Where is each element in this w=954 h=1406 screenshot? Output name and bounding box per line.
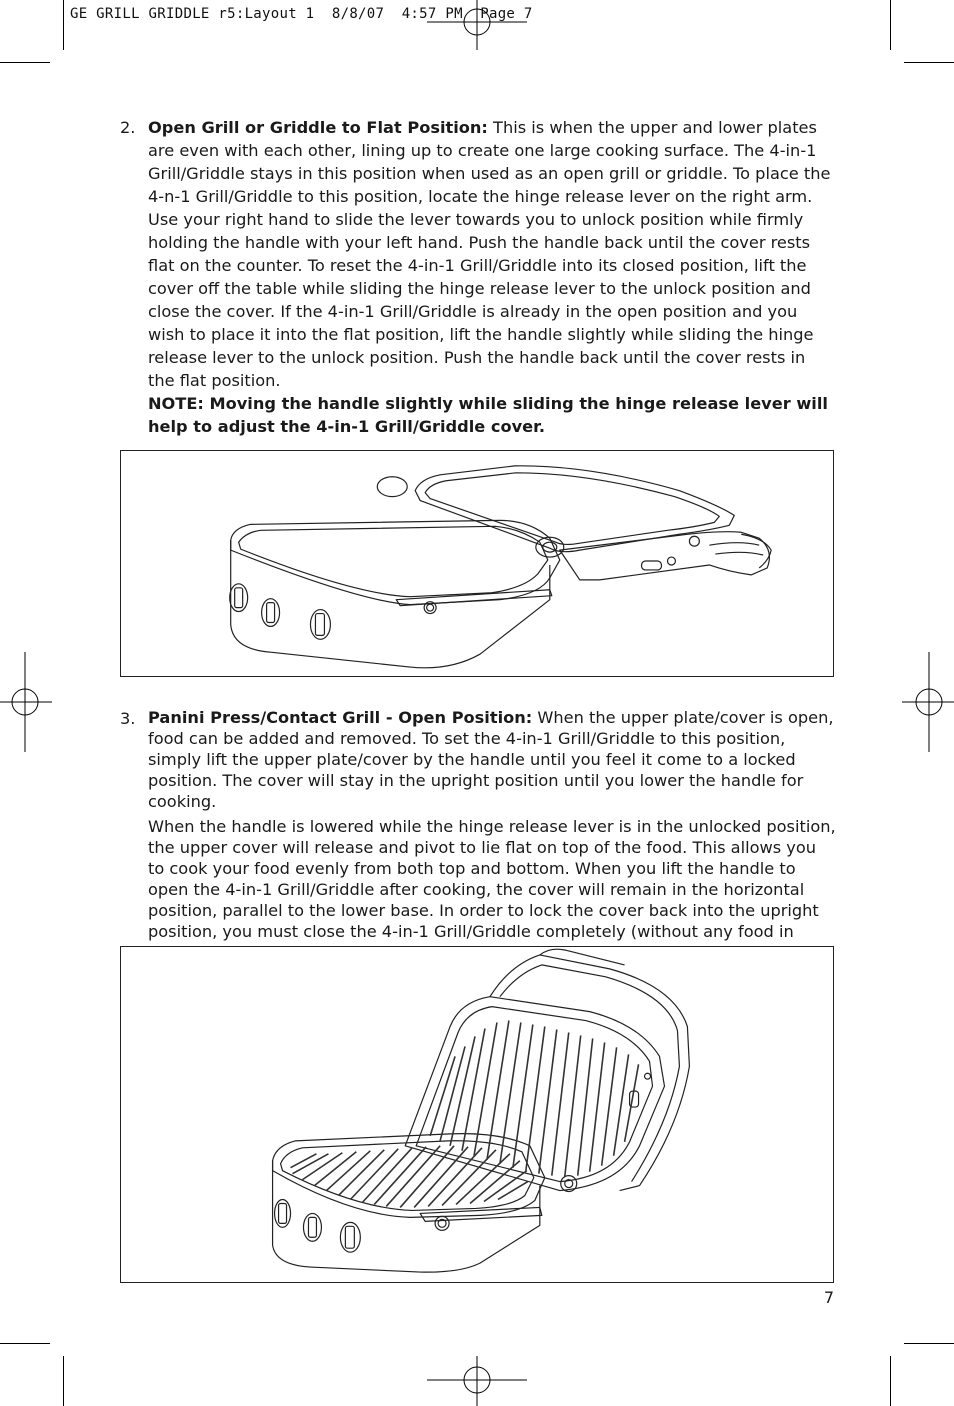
- registration-mark-bottom: [427, 1356, 527, 1406]
- registration-mark-left: [0, 652, 52, 752]
- item-text: When the upper plate/cover is open, food can be added and removed. To set the 4-in-1 Grill/Griddle to this position, simply lift the upper plate/cover by the handle until you feel it come to a locked position. The cover will stay in the upright position until you lower the handle for cooking.: [148, 708, 834, 811]
- crop-mark: [904, 1343, 954, 1344]
- crop-mark: [890, 0, 891, 50]
- item-text: This is when the upper and lower plates are even with each other, lining up to create one large cooking surface. The 4-in-1 Grill/Griddle stays in this position when used as an open grill or griddle. To place the 4-n-1 Grill/Griddle to this position, locate the hinge release lever on the right arm. Use your right hand to slide the lever towards you to unlock position while firmly holding the handle with your left hand. Push the handle back until the cover rests flat on the counter. To reset the 4-in-1 Grill/Griddle into its closed position, lift the cover off the table while sliding the hinge release lever to the unlock position and close the cover. If the 4-in-1 Grill/Griddle is already in the open position and you wish to place it into the flat position, lift the handle slightly while sliding the hinge release lever to the unlock position. Push the handle back until the cover rests in the flat position.: [148, 118, 831, 390]
- item-number: 2.: [120, 118, 136, 137]
- crop-mark: [890, 1356, 891, 1406]
- crop-mark: [63, 0, 64, 50]
- grill-flat-illustration: [121, 451, 833, 676]
- instruction-item-3: [120, 707, 836, 963]
- instruction-item-2: [120, 116, 836, 392]
- registration-mark-top: [427, 0, 527, 50]
- registration-mark-right: [902, 652, 954, 752]
- item-number: 3.: [120, 709, 136, 728]
- grill-open-illustration: [121, 947, 833, 1282]
- page-number: 7: [823, 1288, 834, 1307]
- crop-mark: [63, 1356, 64, 1406]
- figure-flat-position: [120, 450, 834, 677]
- item-paragraph: [148, 707, 836, 812]
- crop-mark: [0, 62, 50, 63]
- print-slug: GE GRILL GRIDDLE r5:Layout 1 8/8/07 4:57 PM Page 7: [70, 6, 533, 22]
- item-heading: Panini Press/Contact Grill - Open Position:: [148, 708, 533, 727]
- crop-mark: [0, 1343, 50, 1344]
- item-paragraph: [148, 116, 836, 392]
- note-text: NOTE: Moving the handle slightly while sliding the hinge release lever will help to adjust the 4-in-1 Grill/Griddle cover.: [148, 394, 828, 436]
- figure-open-position: [120, 946, 834, 1283]
- item-heading: Open Grill or Griddle to Flat Position:: [148, 118, 488, 137]
- item-paragraph-2: When the handle is lowered while the hinge release lever is in the unlocked position, the upper cover will release and pivot to lie flat on top of the food. This allows you to cook your food evenly from both top and bottom. When you lift the handle to open the 4-in-1 Grill/Griddle after cooking, the cover will remain in the horizontal position, parallel to the lower base. In order to lock the cover back into the upright position, you must close the 4-in-1 Grill/Griddle completely (without any food in: [148, 817, 836, 941]
- crop-mark: [904, 62, 954, 63]
